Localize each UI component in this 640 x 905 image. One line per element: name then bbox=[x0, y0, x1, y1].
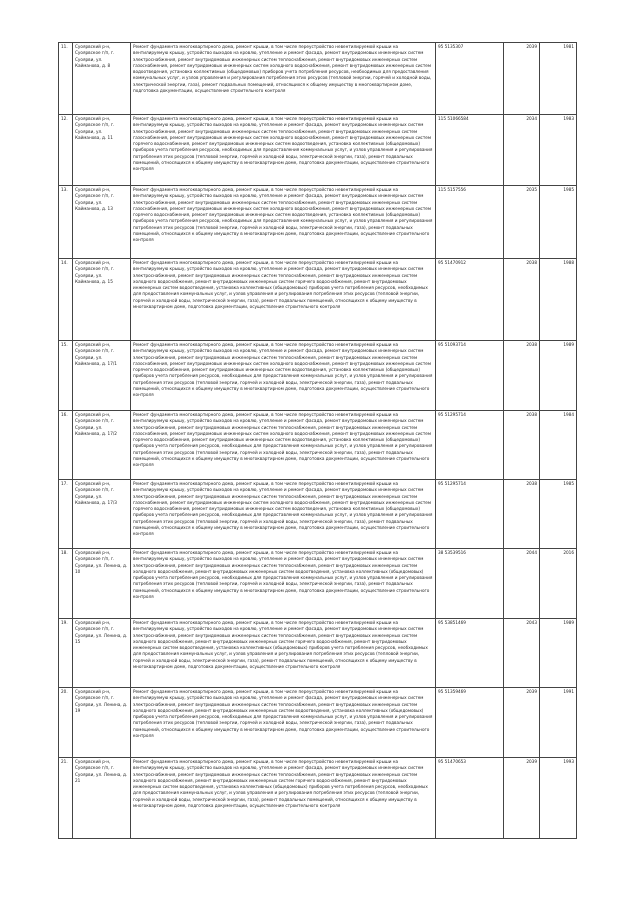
row-address: Суоярвский р-н, Суоярвское г/п, г. Суоярви, ул. Кайманова, д. 15 bbox=[73, 259, 131, 341]
table-row bbox=[59, 549, 577, 619]
row-work-list: Ремонт фундамента многоквартирного дома, ремонт крыши, в том числе переустройство невентилируемой крыши на вентилируемую крышу, устройство выходов на кровлю, утепление и ремонт фасада, ремонт внутридомовых инженерных систем электроснабжения, ремонт внутридомовых инженерных систем теплоснабжения, ремонт внутридомовых инженерных систем газоснабжения, ремонт внутридомовых инженерных систем холодного водоснабжения, ремонт внутридомовых инженерных систем горячего водоснабжения, ремонт внутридомовых инженерных систем водоотведения, установка коллективных (общедомовых) приборов учета потребления ресурсов, необходимых для предоставления коммунальных услуг, и узлов управления и регулирования потребления этих ресурсов (тепловой энергии, горячей и холодной воды, электрической энергии, газа), ремонт подвальных помещений, относящихся к общему имуществу в многоквартирном доме, подготовка документации, осуществление строительного контроля bbox=[131, 411, 436, 480]
row-work-list: Ремонт фундамента многоквартирного дома, ремонт крыши, в том числе переустройство невентилируемой крыши на вентилируемую крышу, устройство выходов на кровлю, утепление и ремонт фасада, ремонт внутридомовых инженерных систем электроснабжения, ремонт внутридомовых инженерных систем теплоснабжения, ремонт внутридомовых инженерных систем холодного водоснабжения, ремонт внутридомовых инженерных систем горячего водоснабжения, ремонт внутридомовых инженерных систем водоотведения, установка коллективных (общедомовых) приборов учета потребления ресурсов, необходимых для предоставления коммунальных услуг, и узлов управления и регулирования потребления этих ресурсов (тепловой энергии, горячей и холодной воды, электрической энергии, газа), ремонт подвальных помещений, относящихся к общему имуществу в многоквартирном доме, подготовка документации, осуществление строительного контроля bbox=[131, 259, 436, 341]
table-row bbox=[59, 758, 577, 839]
capital-repair-table bbox=[58, 42, 577, 839]
table-row bbox=[59, 259, 577, 341]
row-build-year: 1991 bbox=[540, 688, 577, 758]
row-cost: 115 5157556 bbox=[436, 186, 504, 259]
row-work-list: Ремонт фундамента многоквартирного дома, ремонт крыши, в том числе переустройство невентилируемой крыши на вентилируемую крышу, устройство выходов на кровлю, утепление и ремонт фасада, ремонт внутридомовых инженерных систем электроснабжения, ремонт внутридомовых инженерных систем теплоснабжения, ремонт внутридомовых инженерных систем холодного водоснабжения, ремонт внутридомовых инженерных систем водоотведения, установка коллективных (общедомовых) приборов учета потребления ресурсов, необходимых для предоставления коммунальных услуг, и узлов управления и регулирования потребления этих ресурсов (тепловой энергии, горячей и холодной воды, электрической энергии, газа), ремонт подвальных помещений, относящихся к общему имуществу в многоквартирном доме, подготовка документации, осуществление строительного контроля bbox=[131, 688, 436, 758]
row-repair-year: 2043 bbox=[504, 619, 540, 688]
row-address: Суоярвский р-н, Суоярвское г/п, г. Суоярви, ул. Кайманова, д. 11 bbox=[73, 115, 131, 186]
row-build-year: 1989 bbox=[540, 341, 577, 411]
row-address: Суоярвский р-н, Суоярвское г/п, г. Суоярви, ул. Кайманова, д. 17/2 bbox=[73, 411, 131, 480]
row-build-year: 1984 bbox=[540, 411, 577, 480]
row-number: 11. bbox=[59, 43, 73, 115]
row-address: Суоярвский р-н, Суоярвское г/п, г. Суоярви, ул. Кайманова, д. 8 bbox=[73, 43, 131, 115]
row-build-year: 1988 bbox=[540, 259, 577, 341]
row-cost: 95 53851469 bbox=[436, 619, 504, 688]
row-number: 18. bbox=[59, 549, 73, 619]
row-number: 14. bbox=[59, 259, 73, 341]
table-row bbox=[59, 341, 577, 411]
table-row bbox=[59, 619, 577, 688]
row-work-list: Ремонт фундамента многоквартирного дома, ремонт крыши, в том числе переустройство невентилируемой крыши на вентилируемую крышу, устройство выходов на кровлю, утепление и ремонт фасада, ремонт внутридомовых инженерных систем электроснабжения, ремонт внутридомовых инженерных систем теплоснабжения, ремонт внутридомовых инженерных систем холодного водоснабжения, ремонт внутридомовых инженерных систем горячего водоснабжения, ремонт внутридомовых инженерных систем водоотведения, установка коллективных (общедомовых) приборов учета потребления ресурсов, необходимых для предоставления коммунальных услуг, и узлов управления и регулирования потребления этих ресурсов (тепловой энергии, горячей и холодной воды, электрической энергии, газа), ремонт подвальных помещений, относящихся к общему имуществу в многоквартирном доме, подготовка документации, осуществление строительного контроля bbox=[131, 619, 436, 688]
row-address: Суоярвский р-н, Суоярвское г/п, г. Суоярви, ул. Ленина, д. 15 bbox=[73, 619, 131, 688]
row-work-list: Ремонт фундамента многоквартирного дома, ремонт крыши, в том числе переустройство невентилируемой крыши на вентилируемую крышу, устройство выходов на кровлю, утепление и ремонт фасада, ремонт внутридомовых инженерных систем электроснабжения, ремонт внутридомовых инженерных систем теплоснабжения, ремонт внутридомовых инженерных систем холодного водоснабжения, ремонт внутридомовых инженерных систем горячего водоснабжения, ремонт внутридомовых инженерных систем водоотведения, установка коллективных (общедомовых) приборов учета потребления ресурсов, необходимых для предоставления коммунальных услуг, и узлов управления и регулирования потребления этих ресурсов (тепловой энергии, горячей и холодной воды, электрической энергии, газа), ремонт подвальных помещений, относящихся к общему имуществу в многоквартирном доме, подготовка документации, осуществление строительного контроля bbox=[131, 758, 436, 839]
row-cost: 95 51470912 bbox=[436, 259, 504, 341]
row-number: 15. bbox=[59, 341, 73, 411]
row-cost: 95 5135307 bbox=[436, 43, 504, 115]
row-cost: 115 51066584 bbox=[436, 115, 504, 186]
row-number: 13. bbox=[59, 186, 73, 259]
row-build-year: 2016 bbox=[540, 549, 577, 619]
row-address: Суоярвский р-н, Суоярвское г/п, г. Суоярви, ул. Ленина, д. 21 bbox=[73, 758, 131, 839]
row-build-year: 1981 bbox=[540, 43, 577, 115]
row-repair-year: 2038 bbox=[504, 259, 540, 341]
row-work-list: Ремонт фундамента многоквартирного дома, ремонт крыши, в том числе переустройство невентилируемой крыши на вентилируемую крышу, устройство выходов на кровлю, утепление и ремонт фасада, ремонт внутридомовых инженерных систем электроснабжения, ремонт внутридомовых инженерных систем теплоснабжения, ремонт внутридомовых инженерных систем газоснабжения, ремонт внутридомовых инженерных систем холодного водоснабжения, ремонт внутридомовых инженерных систем горячего водоснабжения, ремонт внутридомовых инженерных систем водоотведения, установка коллективных (общедомовых) приборов учета потребления ресурсов, необходимых для предоставления коммунальных услуг, и узлов управления и регулирования потребления этих ресурсов (тепловой энергии, горячей и холодной воды, электрической энергии, газа), ремонт подвальных помещений, относящихся к общему имуществу в многоквартирном доме, подготовка документации, осуществление строительного контроля bbox=[131, 341, 436, 411]
row-work-list: Ремонт фундамента многоквартирного дома, ремонт крыши, в том числе переустройство невентилируемой крыши на вентилируемую крышу, устройство выходов на кровлю, утепление и ремонт фасада, ремонт внутридомовых инженерных систем электроснабжения, ремонт внутридомовых инженерных систем теплоснабжения, ремонт внутридомовых инженерных систем газоснабжения, ремонт внутридомовых инженерных систем холодного водоснабжения, ремонт внутридомовых инженерных систем горячего водоснабжения, ремонт внутридомовых инженерных систем водоотведения, установка коллективных (общедомовых) приборов учета потребления ресурсов, необходимых для предоставления коммунальных услуг, и узлов управления и регулирования потребления этих ресурсов (тепловой энергии, горячей и холодной воды, электрической энергии, газа), ремонт подвальных помещений, относящихся к общему имуществу в многоквартирном доме, подготовка документации, осуществление строительного контроля bbox=[131, 186, 436, 259]
row-number: 17. bbox=[59, 480, 73, 549]
row-work-list: Ремонт фундамента многоквартирного дома, ремонт крыши, в том числе переустройство невентилируемой крыши на вентилируемую крышу, устройство выходов на кровлю, утепление и ремонт фасада, ремонт внутридомовых инженерных систем электроснабжения, ремонт внутридомовых инженерных систем теплоснабжения, ремонт внутридомовых инженерных систем газоснабжения, ремонт внутридомовых инженерных систем холодного водоснабжения, ремонт внутридомовых инженерных систем горячего водоснабжения, ремонт внутридомовых инженерных систем водоотведения, установка коллективных (общедомовых) приборов учета потребления ресурсов, необходимых для предоставления коммунальных услуг, и узлов управления и регулирования потребления этих ресурсов (тепловой энергии, горячей и холодной воды, электрической энергии, газа), ремонт подвальных помещений, относящихся к общему имуществу в многоквартирном доме, подготовка документации, осуществление строительного контроля bbox=[131, 115, 436, 186]
row-repair-year: 2038 bbox=[504, 411, 540, 480]
row-repair-year: 2039 bbox=[504, 688, 540, 758]
row-number: 19. bbox=[59, 619, 73, 688]
row-build-year: 1989 bbox=[540, 619, 577, 688]
table-row bbox=[59, 411, 577, 480]
table-row bbox=[59, 688, 577, 758]
row-repair-year: 2038 bbox=[504, 341, 540, 411]
row-address: Суоярвский р-н, Суоярвское г/п, г. Суоярви, ул. Кайманова, д. 13 bbox=[73, 186, 131, 259]
row-repair-year: 2039 bbox=[504, 43, 540, 115]
table-row bbox=[59, 480, 577, 549]
row-cost: 95 51295714 bbox=[436, 411, 504, 480]
row-address: Суоярвский р-н, Суоярвское г/п, г. Суоярви, ул. Кайманова, д. 17/3 bbox=[73, 480, 131, 549]
row-repair-year: 2035 bbox=[504, 186, 540, 259]
row-cost: 38 53539516 bbox=[436, 549, 504, 619]
row-cost: 95 51470653 bbox=[436, 758, 504, 839]
row-cost: 95 51295714 bbox=[436, 480, 504, 549]
row-build-year: 1993 bbox=[540, 758, 577, 839]
table-row bbox=[59, 186, 577, 259]
row-address: Суоярвский р-н, Суоярвское г/п, г. Суоярви, ул. Ленина, д. 10 bbox=[73, 549, 131, 619]
row-repair-year: 2044 bbox=[504, 549, 540, 619]
row-work-list: Ремонт фундамента многоквартирного дома, ремонт крыши, в том числе переустройство невентилируемой крыши на вентилируемую крышу, устройство выходов на кровлю, утепление и ремонт фасада, ремонт внутридомовых инженерных систем электроснабжения, ремонт внутридомовых инженерных систем теплоснабжения, ремонт внутридомовых инженерных систем газоснабжения, ремонт внутридомовых инженерных систем холодного водоснабжения, ремонт внутридомовых инженерных систем водоотведения, установка коллективных (общедомовых) приборов учета потребления ресурсов, необходимых для предоставления коммунальных услуг, и узлов управления и регулирования потребления этих ресурсов (тепловой энергии, горячей и холодной воды, электрической энергии, газа), ремонт подвальных помещений, относящихся к общему имуществу в многоквартирном доме, подготовка документации, осуществление строительного контроля bbox=[131, 43, 436, 115]
row-repair-year: 2039 bbox=[504, 758, 540, 839]
row-address: Суоярвский р-н, Суоярвское г/п, г. Суоярви, ул. Ленина, д. 19 bbox=[73, 688, 131, 758]
table-row bbox=[59, 115, 577, 186]
document-page bbox=[58, 42, 576, 839]
table-row bbox=[59, 43, 577, 115]
row-repair-year: 2038 bbox=[504, 480, 540, 549]
row-number: 21. bbox=[59, 758, 73, 839]
row-number: 12. bbox=[59, 115, 73, 186]
row-cost: 95 51359469 bbox=[436, 688, 504, 758]
row-number: 16. bbox=[59, 411, 73, 480]
row-build-year: 1985 bbox=[540, 186, 577, 259]
row-address: Суоярвский р-н, Суоярвское г/п, г. Суоярви, ул. Кайманова, д. 17/1 bbox=[73, 341, 131, 411]
row-work-list: Ремонт фундамента многоквартирного дома, ремонт крыши, в том числе переустройство невентилируемой крыши на вентилируемую крышу, устройство выходов на кровлю, утепление и ремонт фасада, ремонт внутридомовых инженерных систем электроснабжения, ремонт внутридомовых инженерных систем теплоснабжения, ремонт внутридомовых инженерных систем холодного водоснабжения, ремонт внутридомовых инженерных систем водоотведения, установка коллективных (общедомовых) приборов учета потребления ресурсов, необходимых для предоставления коммунальных услуг, и узлов управления и регулирования потребления этих ресурсов (тепловой энергии, горячей и холодной воды, электрической энергии, газа), ремонт подвальных помещений, относящихся к общему имуществу в многоквартирном доме, подготовка документации, осуществление строительного контроля bbox=[131, 549, 436, 619]
row-build-year: 1985 bbox=[540, 480, 577, 549]
row-work-list: Ремонт фундамента многоквартирного дома, ремонт крыши, в том числе переустройство невентилируемой крыши на вентилируемую крышу, устройство выходов на кровлю, утепление и ремонт фасада, ремонт внутридомовых инженерных систем электроснабжения, ремонт внутридомовых инженерных систем теплоснабжения, ремонт внутридомовых инженерных систем газоснабжения, ремонт внутридомовых инженерных систем холодного водоснабжения, ремонт внутридомовых инженерных систем горячего водоснабжения, ремонт внутридомовых инженерных систем водоотведения, установка коллективных (общедомовых) приборов учета потребления ресурсов, необходимых для предоставления коммунальных услуг, и узлов управления и регулирования потребления этих ресурсов (тепловой энергии, горячей и холодной воды, электрической энергии, газа), ремонт подвальных помещений, относящихся к общему имуществу в многоквартирном доме, подготовка документации, осуществление строительного контроля bbox=[131, 480, 436, 549]
row-repair-year: 2034 bbox=[504, 115, 540, 186]
row-number: 20. bbox=[59, 688, 73, 758]
row-cost: 95 51093714 bbox=[436, 341, 504, 411]
row-build-year: 1983 bbox=[540, 115, 577, 186]
